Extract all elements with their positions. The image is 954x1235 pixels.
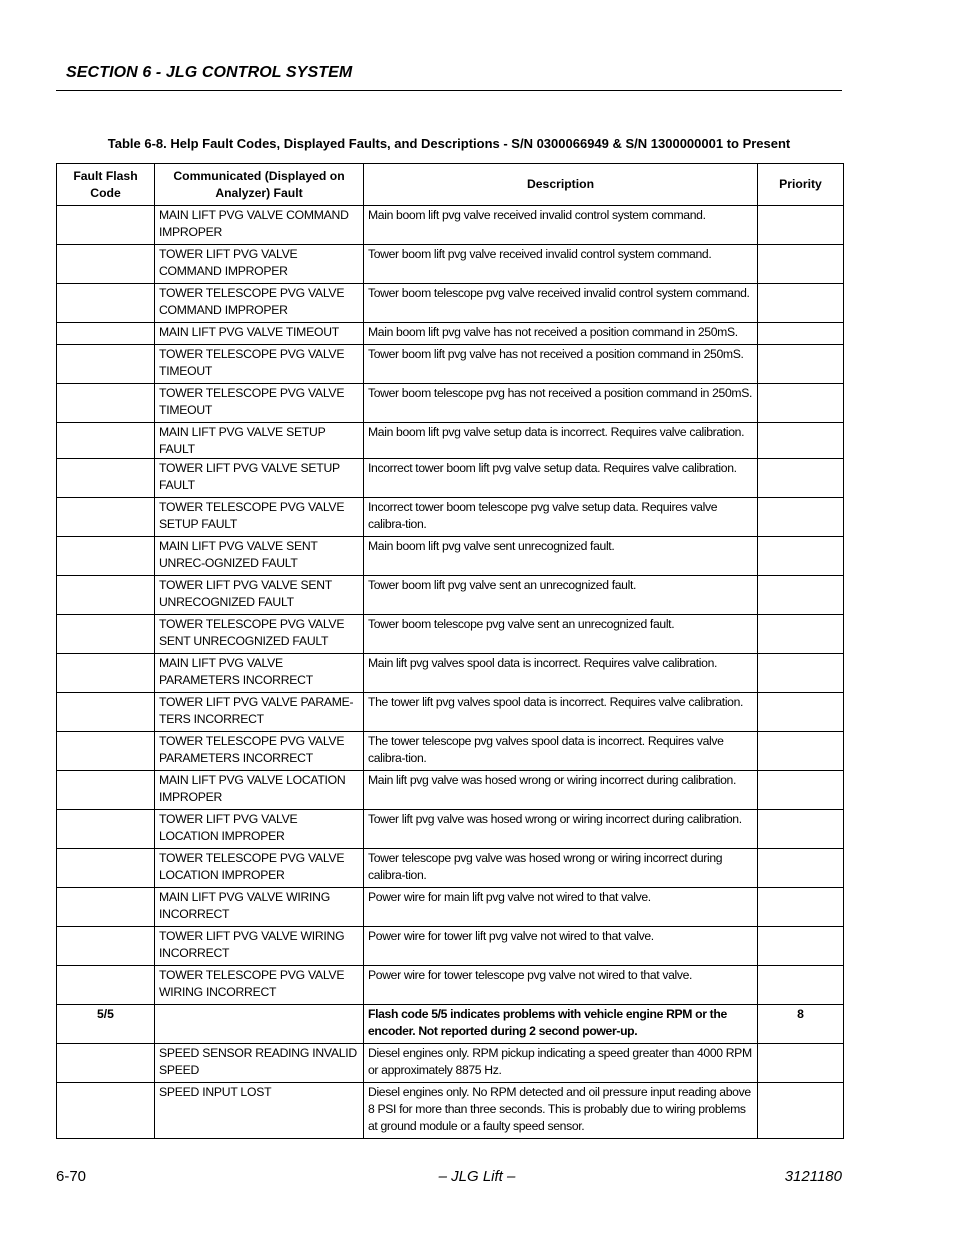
description-cell-text: Main boom lift pvg valve sent unrecognized fault. [368, 539, 615, 553]
description-cell [364, 927, 758, 966]
fault-flash-code-cell [57, 323, 155, 345]
fault-flash-code-cell [57, 1005, 155, 1044]
description-cell-text: Tower boom telescope pvg has not received a position command in 250mS. [368, 386, 753, 400]
page-number: 6-70 [56, 1168, 87, 1185]
description-cell-text: Main boom lift pvg valve setup data is incorrect. Requires valve calibration. [368, 425, 745, 439]
description-cell-text: Main lift pvg valve was hosed wrong or wiring incorrect during calibration. [368, 773, 736, 787]
priority-cell-text [758, 615, 843, 616]
priority-cell [758, 966, 844, 1005]
table-row [57, 654, 844, 693]
fault-flash-code-cell-text: 5/5 [97, 1007, 114, 1021]
priority-cell [758, 810, 844, 849]
fault-flash-code-cell [57, 1044, 155, 1083]
fault-flash-code-cell-text [57, 323, 154, 324]
displayed-fault-cell-text [155, 1005, 363, 1006]
displayed-fault-cell-text: TOWER LIFT PVG VALVE WIRING INCORRECT [159, 929, 345, 960]
description-cell-text: Incorrect tower boom telescope pvg valve setup data. Requires valve calibra-tion. [368, 500, 718, 531]
section-title: SECTION 6 - JLG CONTROL SYSTEM [66, 64, 353, 81]
displayed-fault-cell [155, 384, 364, 423]
fault-flash-code-cell [57, 423, 155, 459]
table-row [57, 810, 844, 849]
priority-cell [758, 345, 844, 384]
column-header-description: Description [364, 164, 758, 206]
description-cell [364, 498, 758, 537]
fault-flash-code-cell-text [57, 615, 154, 616]
fault-flash-code-cell [57, 771, 155, 810]
fault-flash-code-cell-text [57, 284, 154, 285]
table-row [57, 284, 844, 323]
description-cell [364, 810, 758, 849]
displayed-fault-cell [155, 423, 364, 459]
displayed-fault-cell-text: TOWER TELESCOPE PVG VALVE SETUP FAULT [159, 500, 345, 531]
priority-cell-text [758, 498, 843, 499]
description-cell [364, 1083, 758, 1139]
description-cell [364, 323, 758, 345]
description-cell-text: Tower boom lift pvg valve received invalid control system command. [368, 247, 712, 261]
priority-cell [758, 245, 844, 284]
fault-flash-code-cell [57, 615, 155, 654]
description-cell-text: Main lift pvg valves spool data is incorrect. Requires valve calibration. [368, 656, 718, 670]
priority-cell-text [758, 927, 843, 928]
displayed-fault-cell [155, 498, 364, 537]
priority-cell-text [758, 537, 843, 538]
description-cell [364, 654, 758, 693]
priority-cell-text [758, 345, 843, 346]
priority-cell [758, 771, 844, 810]
priority-cell-text [758, 888, 843, 889]
displayed-fault-cell [155, 693, 364, 732]
fault-flash-code-cell-text [57, 654, 154, 655]
fault-flash-code-cell [57, 693, 155, 732]
fault-flash-code-cell [57, 1083, 155, 1139]
displayed-fault-cell-text: MAIN LIFT PVG VALVE COMMAND IMPROPER [159, 208, 349, 239]
table-row [57, 927, 844, 966]
displayed-fault-cell [155, 537, 364, 576]
table-row [57, 615, 844, 654]
fault-flash-code-cell-text [57, 966, 154, 967]
description-cell [364, 459, 758, 498]
displayed-fault-cell-text: TOWER LIFT PVG VALVE COMMAND IMPROPER [159, 247, 298, 278]
fault-flash-code-cell-text [57, 771, 154, 772]
priority-cell [758, 498, 844, 537]
description-cell [364, 1044, 758, 1083]
table-row [57, 849, 844, 888]
description-cell-text: Tower telescope pvg valve was hosed wrong or wiring incorrect during calibra-tion. [368, 851, 723, 882]
displayed-fault-cell [155, 810, 364, 849]
description-cell-text: Tower lift pvg valve was hosed wrong or wiring incorrect during calibration. [368, 812, 742, 826]
table-row [57, 1083, 844, 1139]
fault-flash-code-cell-text [57, 849, 154, 850]
priority-cell [758, 537, 844, 576]
fault-flash-code-cell [57, 206, 155, 245]
fault-flash-code-cell [57, 284, 155, 323]
priority-cell-text [758, 966, 843, 967]
displayed-fault-cell-text: TOWER TELESCOPE PVG VALVE WIRING INCORRECT [159, 968, 345, 999]
description-cell [364, 732, 758, 771]
document-number: 3121180 [784, 1168, 842, 1185]
description-cell [364, 576, 758, 615]
table-row [57, 345, 844, 384]
displayed-fault-cell [155, 245, 364, 284]
description-cell-text: Main boom lift pvg valve received invalid control system command. [368, 208, 706, 222]
priority-cell [758, 849, 844, 888]
displayed-fault-cell-text: MAIN LIFT PVG VALVE WIRING INCORRECT [159, 890, 330, 921]
fault-flash-code-cell-text [57, 732, 154, 733]
column-header-code: Fault Flash Code [57, 164, 155, 206]
priority-cell-text [758, 732, 843, 733]
priority-cell [758, 206, 844, 245]
table-header-row [57, 164, 844, 206]
description-cell-text: Tower boom telescope pvg valve sent an unrecognized fault. [368, 617, 675, 631]
priority-cell-text [758, 459, 843, 460]
table-row [57, 459, 844, 498]
displayed-fault-cell [155, 459, 364, 498]
description-cell-text: Diesel engines only. No RPM detected and oil pressure input reading above 8 PSI for more than three seconds. This is probably due to wiring problems at ground module or a faulty speed sensor. [368, 1085, 751, 1133]
description-cell [364, 888, 758, 927]
displayed-fault-cell [155, 1083, 364, 1139]
table-row [57, 888, 844, 927]
displayed-fault-cell [155, 966, 364, 1005]
fault-flash-code-cell [57, 732, 155, 771]
displayed-fault-cell [155, 345, 364, 384]
fault-codes-table [56, 163, 844, 1139]
fault-flash-code-cell-text [57, 576, 154, 577]
table-row [57, 384, 844, 423]
description-cell [364, 206, 758, 245]
column-header-fault: Communicated (Displayed on Analyzer) Fault [155, 164, 364, 206]
displayed-fault-cell [155, 206, 364, 245]
priority-cell-text [758, 849, 843, 850]
footer-publisher: – JLG Lift – [438, 1168, 516, 1185]
description-cell [364, 966, 758, 1005]
description-cell-text: The tower lift pvg valves spool data is incorrect. Requires valve calibration. [368, 695, 744, 709]
column-header-priority: Priority [758, 164, 844, 206]
displayed-fault-cell [155, 927, 364, 966]
fault-flash-code-cell-text [57, 927, 154, 928]
priority-cell-text [758, 206, 843, 207]
description-cell [364, 849, 758, 888]
table-row [57, 245, 844, 284]
priority-cell-text [758, 654, 843, 655]
displayed-fault-cell-text: TOWER TELESCOPE PVG VALVE PARAMETERS INCORRECT [159, 734, 345, 765]
table-row [57, 732, 844, 771]
description-cell-text: Power wire for tower lift pvg valve not wired to that valve. [368, 929, 654, 943]
table-row [57, 771, 844, 810]
displayed-fault-cell-text: TOWER LIFT PVG VALVE SETUP FAULT [159, 461, 340, 492]
fault-flash-code-cell [57, 245, 155, 284]
displayed-fault-cell-text: MAIN LIFT PVG VALVE SETUP FAULT [159, 425, 326, 456]
table-title: Table 6-8. Help Fault Codes, Displayed Faults, and Descriptions - S/N 0300066949 & S/N 1300000001 to Present [107, 136, 791, 151]
description-cell-text: Tower boom telescope pvg valve received invalid control system command. [368, 286, 750, 300]
fault-flash-code-cell-text [57, 384, 154, 385]
displayed-fault-cell-text: SPEED SENSOR READING INVALID SPEED [159, 1046, 357, 1077]
fault-flash-code-cell [57, 345, 155, 384]
table-row [57, 966, 844, 1005]
fault-flash-code-cell-text [57, 423, 154, 424]
description-cell-text: Incorrect tower boom lift pvg valve setup data. Requires valve calibration. [368, 461, 737, 475]
table-row [57, 537, 844, 576]
priority-cell [758, 732, 844, 771]
displayed-fault-cell-text: TOWER TELESCOPE PVG VALVE TIMEOUT [159, 386, 345, 417]
fault-flash-code-cell-text [57, 206, 154, 207]
table-row [57, 423, 844, 459]
displayed-fault-cell-text: MAIN LIFT PVG VALVE TIMEOUT [159, 325, 339, 339]
table-row [57, 206, 844, 245]
displayed-fault-cell-text: TOWER TELESCOPE PVG VALVE LOCATION IMPROPER [159, 851, 345, 882]
fault-flash-code-cell [57, 576, 155, 615]
displayed-fault-cell [155, 576, 364, 615]
priority-cell-text [758, 810, 843, 811]
description-cell [364, 693, 758, 732]
fault-flash-code-cell [57, 654, 155, 693]
fault-flash-code-cell-text [57, 345, 154, 346]
displayed-fault-cell [155, 1005, 364, 1044]
table-row [57, 323, 844, 345]
displayed-fault-cell [155, 771, 364, 810]
header-rule [56, 90, 842, 91]
description-cell-text: Flash code 5/5 indicates problems with vehicle engine RPM or the encoder. Not reported during 2 second power-up. [368, 1007, 727, 1038]
displayed-fault-cell-text: TOWER LIFT PVG VALVE PARAME-TERS INCORRECT [159, 695, 354, 726]
table-row [57, 693, 844, 732]
fault-flash-code-cell [57, 384, 155, 423]
description-cell-text: Power wire for tower telescope pvg valve not wired to that valve. [368, 968, 693, 982]
fault-flash-code-cell-text [57, 245, 154, 246]
fault-flash-code-cell [57, 888, 155, 927]
priority-cell [758, 576, 844, 615]
priority-cell-text [758, 693, 843, 694]
priority-cell [758, 284, 844, 323]
description-cell [364, 1005, 758, 1044]
table-row [57, 498, 844, 537]
description-cell [364, 245, 758, 284]
priority-cell [758, 888, 844, 927]
description-cell-text: Power wire for main lift pvg valve not wired to that valve. [368, 890, 651, 904]
priority-cell-text [758, 771, 843, 772]
displayed-fault-cell [155, 888, 364, 927]
displayed-fault-cell-text: TOWER LIFT PVG VALVE LOCATION IMPROPER [159, 812, 298, 843]
fault-flash-code-cell [57, 966, 155, 1005]
priority-cell [758, 927, 844, 966]
displayed-fault-cell-text: TOWER TELESCOPE PVG VALVE TIMEOUT [159, 347, 345, 378]
displayed-fault-cell-text: TOWER LIFT PVG VALVE SENT UNRECOGNIZED FAULT [159, 578, 332, 609]
description-cell-text: Tower boom lift pvg valve has not received a position command in 250mS. [368, 347, 744, 361]
displayed-fault-cell [155, 654, 364, 693]
description-cell [364, 771, 758, 810]
fault-flash-code-cell-text [57, 693, 154, 694]
priority-cell-text [758, 1044, 843, 1045]
fault-flash-code-cell-text [57, 888, 154, 889]
displayed-fault-cell-text: TOWER TELESCOPE PVG VALVE COMMAND IMPROPER [159, 286, 345, 317]
displayed-fault-cell-text: MAIN LIFT PVG VALVE LOCATION IMPROPER [159, 773, 346, 804]
description-cell [364, 537, 758, 576]
priority-cell-text [758, 1083, 843, 1084]
description-cell-text: The tower telescope pvg valves spool data is incorrect. Requires valve calibra-tion. [368, 734, 724, 765]
table-row [57, 576, 844, 615]
description-cell-text: Main boom lift pvg valve has not received a position command in 250mS. [368, 325, 738, 339]
description-cell [364, 384, 758, 423]
table-row [57, 1044, 844, 1083]
fault-flash-code-cell [57, 498, 155, 537]
description-cell-text: Tower boom lift pvg valve sent an unrecognized fault. [368, 578, 637, 592]
table-body [57, 206, 844, 1139]
table-row [57, 1005, 844, 1044]
fault-flash-code-cell-text [57, 810, 154, 811]
fault-flash-code-cell [57, 459, 155, 498]
priority-cell [758, 654, 844, 693]
fault-flash-code-cell [57, 849, 155, 888]
displayed-fault-cell-text: TOWER TELESCOPE PVG VALVE SENT UNRECOGNIZED FAULT [159, 617, 345, 648]
displayed-fault-cell [155, 1044, 364, 1083]
priority-cell [758, 1083, 844, 1139]
description-cell [364, 423, 758, 459]
fault-flash-code-cell [57, 810, 155, 849]
displayed-fault-cell [155, 849, 364, 888]
fault-flash-code-cell-text [57, 1044, 154, 1045]
priority-cell [758, 693, 844, 732]
displayed-fault-cell-text: SPEED INPUT LOST [159, 1085, 272, 1099]
priority-cell-text [758, 423, 843, 424]
displayed-fault-cell-text: MAIN LIFT PVG VALVE SENT UNREC-OGNIZED FAULT [159, 539, 318, 570]
priority-cell-text [758, 576, 843, 577]
priority-cell [758, 1044, 844, 1083]
priority-cell-text [758, 384, 843, 385]
fault-flash-code-cell-text [57, 1083, 154, 1084]
description-cell [364, 284, 758, 323]
fault-flash-code-cell-text [57, 498, 154, 499]
fault-flash-code-cell [57, 537, 155, 576]
displayed-fault-cell [155, 323, 364, 345]
displayed-fault-cell [155, 284, 364, 323]
priority-cell [758, 384, 844, 423]
priority-cell-text [758, 245, 843, 246]
priority-cell [758, 323, 844, 345]
fault-flash-code-cell-text [57, 459, 154, 460]
description-cell-text: Diesel engines only. RPM pickup indicating a speed greater than 4000 RPM or approximately 8875 Hz. [368, 1046, 752, 1077]
fault-flash-code-cell [57, 927, 155, 966]
fault-flash-code-cell-text [57, 537, 154, 538]
priority-cell-text [758, 284, 843, 285]
priority-cell-text: 8 [797, 1007, 804, 1021]
displayed-fault-cell [155, 615, 364, 654]
priority-cell-text [758, 323, 843, 324]
displayed-fault-cell [155, 732, 364, 771]
description-cell [364, 615, 758, 654]
priority-cell [758, 423, 844, 459]
priority-cell [758, 615, 844, 654]
priority-cell [758, 1005, 844, 1044]
priority-cell [758, 459, 844, 498]
displayed-fault-cell-text: MAIN LIFT PVG VALVE PARAMETERS INCORRECT [159, 656, 313, 687]
description-cell [364, 345, 758, 384]
